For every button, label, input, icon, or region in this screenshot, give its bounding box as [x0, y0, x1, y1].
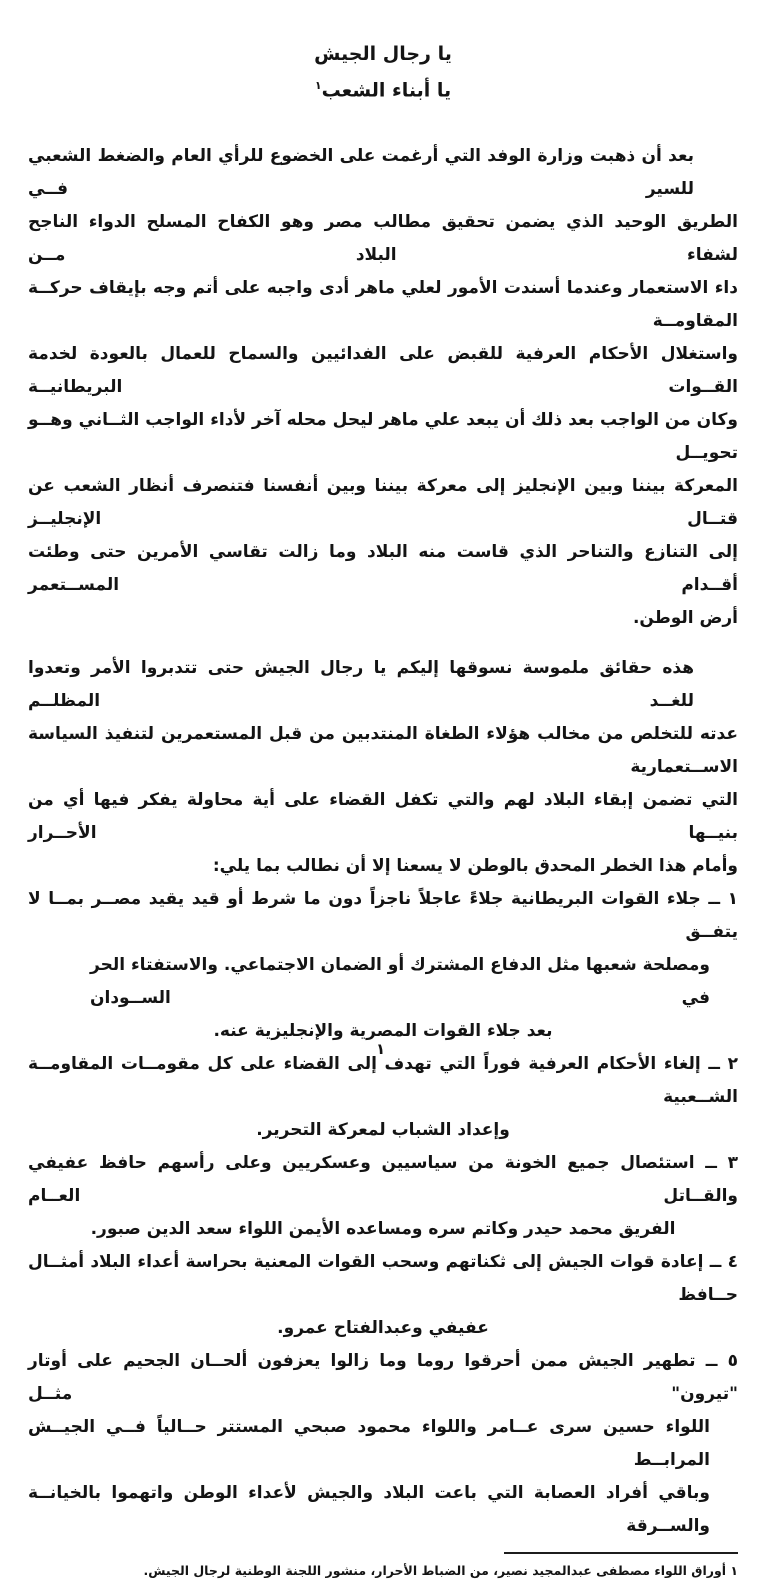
footnote-marker: ١	[730, 1563, 738, 1579]
paragraph-line: وأمام هذا الخطر المحدق بالوطن لا يسعنا إلا أن نطالب بما يلي:	[212, 856, 738, 877]
item-line: بعد جلاء القوات المصرية والإنجليزية عنه.	[213, 1021, 553, 1042]
title-line-people	[28, 70, 738, 106]
demands-list	[28, 883, 738, 1543]
demand-item-3	[28, 1147, 738, 1246]
item-text: إعادة قوات الجيش إلى ثكناتهم وسحب القوات المعنية بحراسة أعداء البلاد أمثــال حــافظ	[28, 1252, 738, 1306]
item-line	[28, 883, 738, 949]
paragraph-line: عدته للتخلص من مخالب هؤلاء الطغاة المنتدبين من قبل المستعمرين لتنفيذ السياسة الاســتعمارية	[28, 724, 738, 778]
paragraph-line: إلى التنازع والتناحر الذي قاست منه البلاد وما زالت تقاسي الأمرين حتى وطئت أقــدام المســتعمر	[28, 542, 738, 596]
item-line: اللواء حسين سرى عــامر واللواء محمود صبحي المستتر حــالياً فــي الجيــش المرابــط	[28, 1417, 710, 1471]
title-footnote-marker: ١	[314, 79, 322, 92]
demand-item-2	[28, 1048, 738, 1147]
title-text-2: يا أبناء الشعب	[321, 79, 452, 102]
paragraph-line: التي تضمن إبقاء البلاد لهم والتي تكفل القضاء على أية محاولة يفكر فيها أي من بنيــها الأحــرار	[28, 790, 738, 844]
item-line	[28, 1147, 738, 1213]
footnote-text: أوراق اللواء مصطفى عبدالمجيد نصير، من الضباط الأحرار، منشور اللجنة الوطنية لرجال الجيش.	[143, 1563, 726, 1579]
title-line-army	[28, 38, 738, 70]
item-line: الفريق محمد حيدر وكاتم سره ومساعده الأيمن اللواء سعد الدين صبور.	[90, 1219, 676, 1240]
second-paragraph	[28, 652, 738, 883]
item-line: وإعداد الشباب لمعركة التحرير.	[256, 1120, 510, 1141]
paragraph-line: داء الاستعمار وعندما أسندت الأمور لعلي ماهر أدى واجبه على أتم وجه بإيقاف حركــة المقاومــة	[28, 278, 738, 332]
paragraph-line: المعركة بيننا وبين الإنجليز إلى معركة بيننا وبين أنفسنا فتنصرف أنظار الشعب عن قتــال الإنجليــز	[28, 476, 738, 530]
item-line	[28, 1246, 738, 1312]
item-text: جلاء القوات البريطانية جلاءً عاجلاً ناجزاً دون ما شرط أو قيد يقيد مصــر بمــا لا يتفــق	[28, 889, 738, 943]
item-line: عفيفي وعبدالفتاح عمرو.	[277, 1318, 489, 1339]
item-line	[28, 1345, 738, 1411]
paragraph-line: واستغلال الأحكام العرفية للقبض على الفدائيين والسماح للعمال بالعودة لخدمة القــوات البريطانيــة	[28, 344, 738, 398]
demand-item-4	[28, 1246, 738, 1345]
item-number: ٤ ــ	[709, 1252, 738, 1273]
item-number: ٢ ــ	[708, 1054, 738, 1075]
item-number: ٥ ــ	[705, 1351, 738, 1372]
demand-item-5	[28, 1345, 738, 1543]
paragraph-line: هذه حقائق ملموسة نسوقها إليكم يا رجال الجيش حتى تتدبروا الأمر وتعدوا للغــد المظلــم	[28, 658, 694, 712]
title-text-1: يا رجال الجيش	[314, 43, 452, 65]
item-number: ١ ــ	[708, 889, 739, 910]
demand-item-1	[28, 883, 738, 1048]
paragraph-line: بعد أن ذهبت وزارة الوفد التي أرغمت على الخضوع للرأي العام والضغط الشعبي للسير فــي	[28, 146, 694, 200]
item-line	[28, 1048, 738, 1114]
item-line: ومصلحة شعبها مثل الدفاع المشترك أو الضمان الاجتماعي. والاستفتاء الحر في الســودان	[90, 955, 710, 1009]
item-text: استئصال جميع الخونة من سياسيين وعسكريين وعلى رأسهم حافظ عفيفي والقــاتل العــام	[28, 1153, 738, 1207]
paragraph-line: الطريق الوحيد الذي يضمن تحقيق مطالب مصر وهو الكفاح المسلح الدواء الناجح لشفاء البلاد مــن	[28, 212, 738, 266]
item-line: وباقي أفراد العصابة التي باعت البلاد والجيش لأعداء الوطن واتهموا بالخيانــة والســرقة	[28, 1483, 710, 1537]
document-title	[28, 38, 738, 106]
paragraph-line: وكان من الواجب بعد ذلك أن يبعد علي ماهر ليحل محله آخر لأداء الواجب الثــاني وهــو تحويــل	[28, 410, 738, 464]
opening-paragraph	[28, 140, 738, 635]
paragraph-line: أرض الوطن.	[632, 608, 738, 629]
footnote-divider	[504, 1552, 738, 1554]
item-number: ٣ ــ	[705, 1153, 738, 1174]
item-text: إلغاء الأحكام العرفية فوراً التي تهدف إلى القضاء على كل مقومــات المقاومــة الشــعبية	[28, 1054, 738, 1108]
footnote	[28, 1561, 738, 1580]
item-text: تطهير الجيش ممن أحرقوا روما وما زالوا يعزفون ألحــان الجحيم على أوتار "تيرون" مثــل	[28, 1351, 738, 1405]
page-number: ١	[376, 1040, 386, 1058]
